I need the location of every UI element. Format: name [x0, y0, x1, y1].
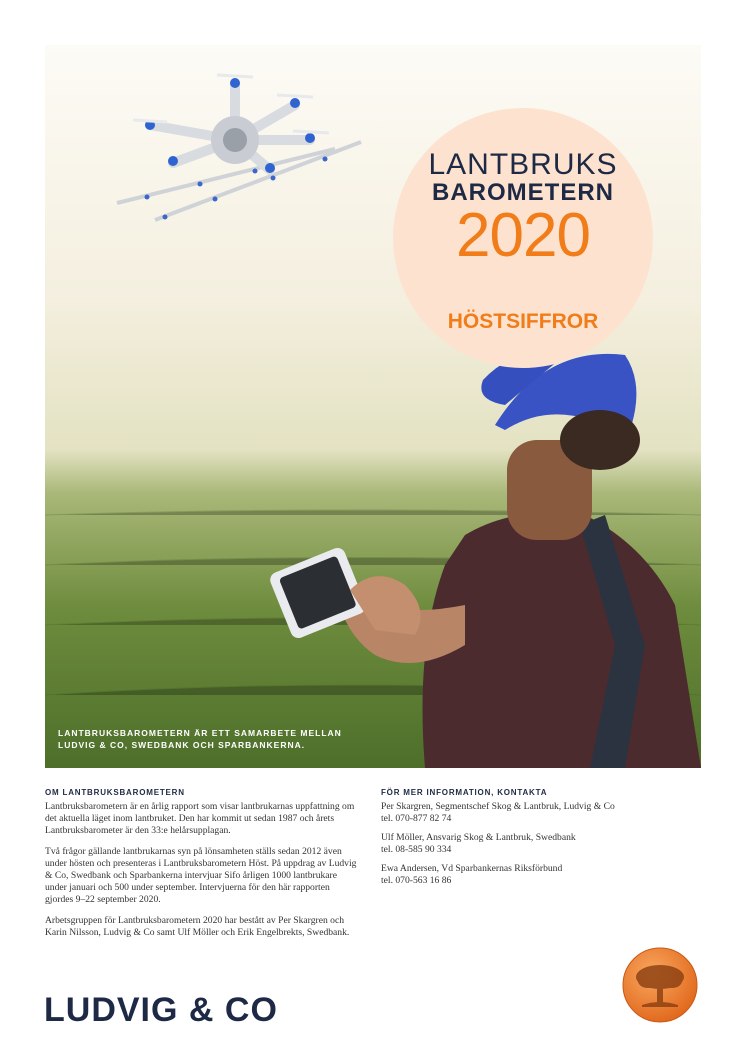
badge-line-1: LANTBRUKS	[428, 148, 618, 181]
about-section	[45, 787, 360, 948]
ludvig-co-logo: LUDVIG & CO	[44, 991, 278, 1029]
about-paragraph: Två frågor gällande lantbrukarnas syn på lönsamheten ställs sedan 2012 även under hösten och presenteras i Lantbruksbarometern Höst. På uppdrag av Ludvig & Co, Swedbank och Sparbankerna intervjuar Sifo årligen 1000 lantbrukare under januari och 500 under september. Intervjuerna för den här rapporten gjordes 9–22 september 2020.	[45, 846, 357, 905]
contact-entry	[381, 863, 701, 887]
contact-phone[interactable]: tel. 070-877 82 74	[381, 813, 452, 824]
badge-subtitle: HÖSTSIFFROR	[447, 310, 599, 333]
title-badge	[393, 108, 653, 368]
contact-name: Per Skargren, Segmentschef Skog & Lantbruk, Ludvig & Co	[381, 801, 615, 812]
badge-line-2: BAROMETERN	[432, 179, 614, 206]
contact-phone[interactable]: tel. 070-563 16 86	[381, 875, 452, 886]
caption-line-2: LUDVIG & CO, SWEDBANK OCH SPARBANKERNA.	[58, 740, 306, 750]
about-paragraph: Arbetsgruppen för Lantbruksbarometern 2020 har bestått av Per Skargren och Karin Nilsson, Ludvig & Co samt Ulf Möller och Erik Engelbrekts, Swedbank.	[45, 915, 350, 938]
badge-year: 2020	[456, 201, 590, 270]
contact-phone[interactable]: tel. 08-585 90 334	[381, 844, 452, 855]
hero-caption	[58, 727, 418, 751]
contact-name: Ulf Möller, Ansvarig Skog & Lantbruk, Swedbank	[381, 832, 576, 843]
about-paragraph: Lantbruksbarometern är en årlig rapport som visar lantbrukarnas uppfattning om det aktuella läget inom lantbruket. Den har kommit ut sedan 1987 och årets Lantbruksbarometer är den 33:e helårsupplagan.	[45, 801, 355, 836]
caption-line-1: LANTBRUKSBAROMETERN ÄR ETT SAMARBETE MELLAN	[58, 728, 342, 738]
contact-entry	[381, 832, 701, 856]
cover-photo	[45, 45, 701, 768]
contact-entry	[381, 801, 701, 825]
swedbank-oak-tree-icon	[622, 947, 698, 1023]
contact-section	[381, 787, 701, 894]
about-heading: OM LANTBRUKSBAROMETERN	[45, 788, 185, 797]
contact-name: Ewa Andersen, Vd Sparbankernas Riksförbund	[381, 863, 563, 874]
contact-heading: FÖR MER INFORMATION, KONTAKTA	[381, 788, 548, 797]
